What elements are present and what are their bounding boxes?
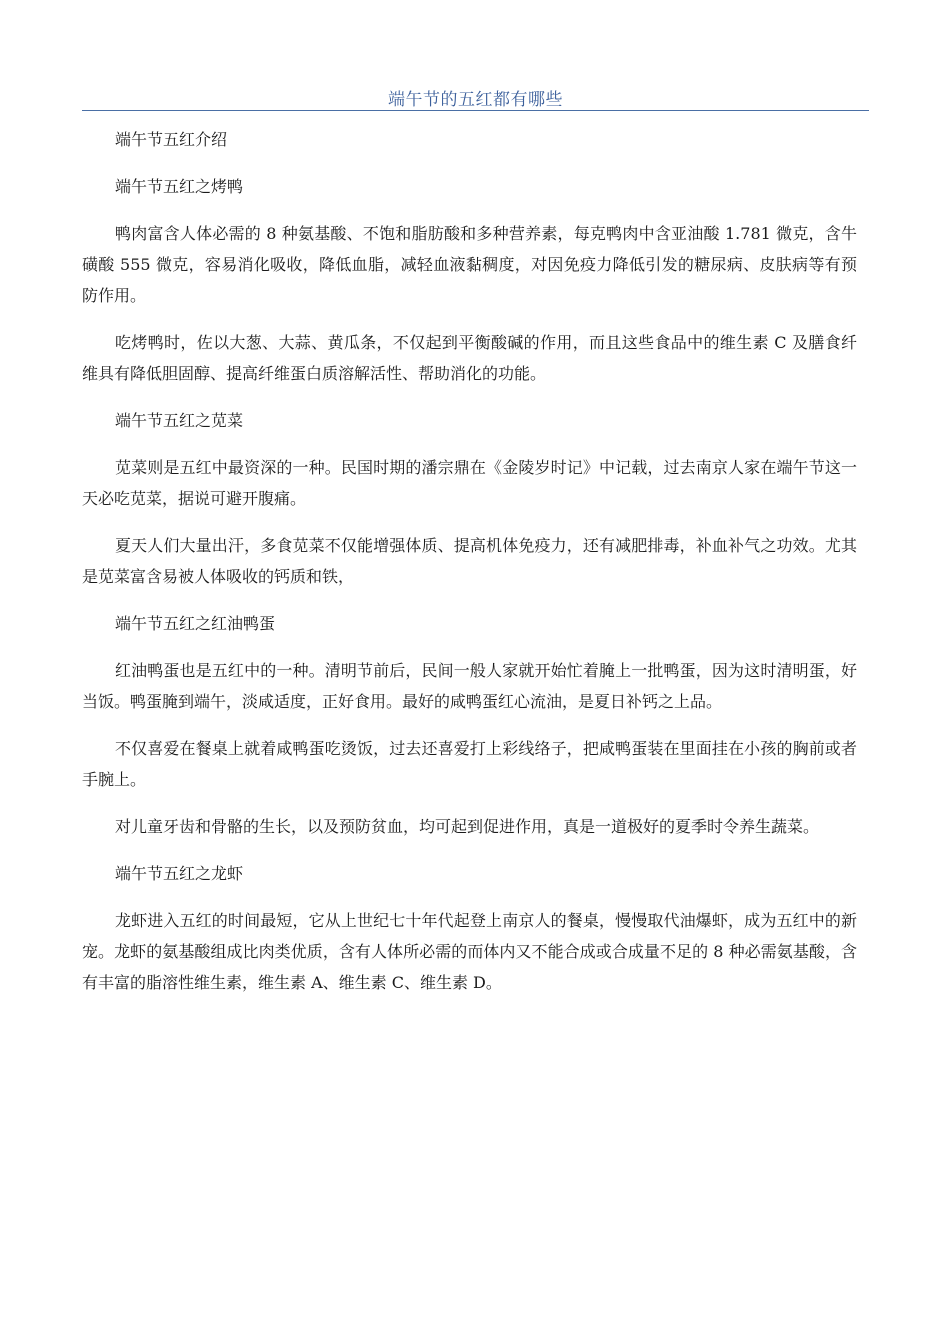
paragraph-amaranth-history: 苋菜则是五红中最资深的一种。民国时期的潘宗鼎在《金陵岁时记》中记载，过去南京人家在端午节这一天必吃苋菜，据说可避开腹痛。 [82, 458, 857, 508]
paragraph-duck-nutrition: 鸭肉富含人体必需的 8 种氨基酸、不饱和脂肪酸和多种营养素，每克鸭肉中含亚油酸 1.781 微克，含牛磺酸 555 微克，容易消化吸收，降低血脂，减轻血液黏稠度，对因免疫力降低引发的糖尿病、皮肤病等有预防作用。 [82, 224, 857, 305]
section-heading-intro: 端午节五红介绍 [115, 130, 228, 149]
section-heading-salted-egg: 端午节五红之红油鸭蛋 [115, 614, 276, 633]
document-body [82, 124, 857, 1014]
paragraph-crayfish: 龙虾进入五红的时间最短，它从上世纪七十年代起登上南京人的餐桌，慢慢取代油爆虾，成为五红中的新宠。龙虾的氨基酸组成比肉类优质，含有人体所必需的而体内又不能合成或合成量不足的 8 种必需氨基酸，含有丰富的脂溶性维生素，维生素 A、维生素 C、维生素 D。 [82, 911, 857, 992]
paragraph-duck-eating: 吃烤鸭时，佐以大葱、大蒜、黄瓜条，不仅起到平衡酸碱的作用，而且这些食品中的维生素 C 及膳食纤维具有降低胆固醇、提高纤维蛋白质溶解活性、帮助消化的功能。 [82, 333, 857, 383]
section-heading-crayfish: 端午节五红之龙虾 [115, 864, 244, 883]
section-heading-amaranth: 端午节五红之苋菜 [115, 411, 244, 430]
document-title: 端午节的五红都有哪些 [388, 90, 563, 110]
paragraph-egg-custom: 不仅喜爱在餐桌上就着咸鸭蛋吃烫饭，过去还喜爱打上彩线络子，把咸鸭蛋装在里面挂在小孩的胸前或者手腕上。 [82, 739, 857, 789]
section-heading-roast-duck: 端午节五红之烤鸭 [115, 177, 244, 196]
paragraph-egg-tradition: 红油鸭蛋也是五红中的一种。清明节前后，民间一般人家就开始忙着腌上一批鸭蛋，因为这时清明蛋，好当饭。鸭蛋腌到端午，淡咸适度，正好食用。最好的咸鸭蛋红心流油，是夏日补钙之上品。 [82, 661, 857, 711]
page-header [82, 80, 869, 111]
paragraph-egg-benefits: 对儿童牙齿和骨骼的生长，以及预防贫血，均可起到促进作用，真是一道极好的夏季时令养生蔬菜。 [115, 817, 820, 836]
paragraph-amaranth-benefits: 夏天人们大量出汗，多食苋菜不仅能增强体质、提高机体免疫力，还有减肥排毒，补血补气之功效。尤其是苋菜富含易被人体吸收的钙质和铁， [82, 536, 857, 586]
